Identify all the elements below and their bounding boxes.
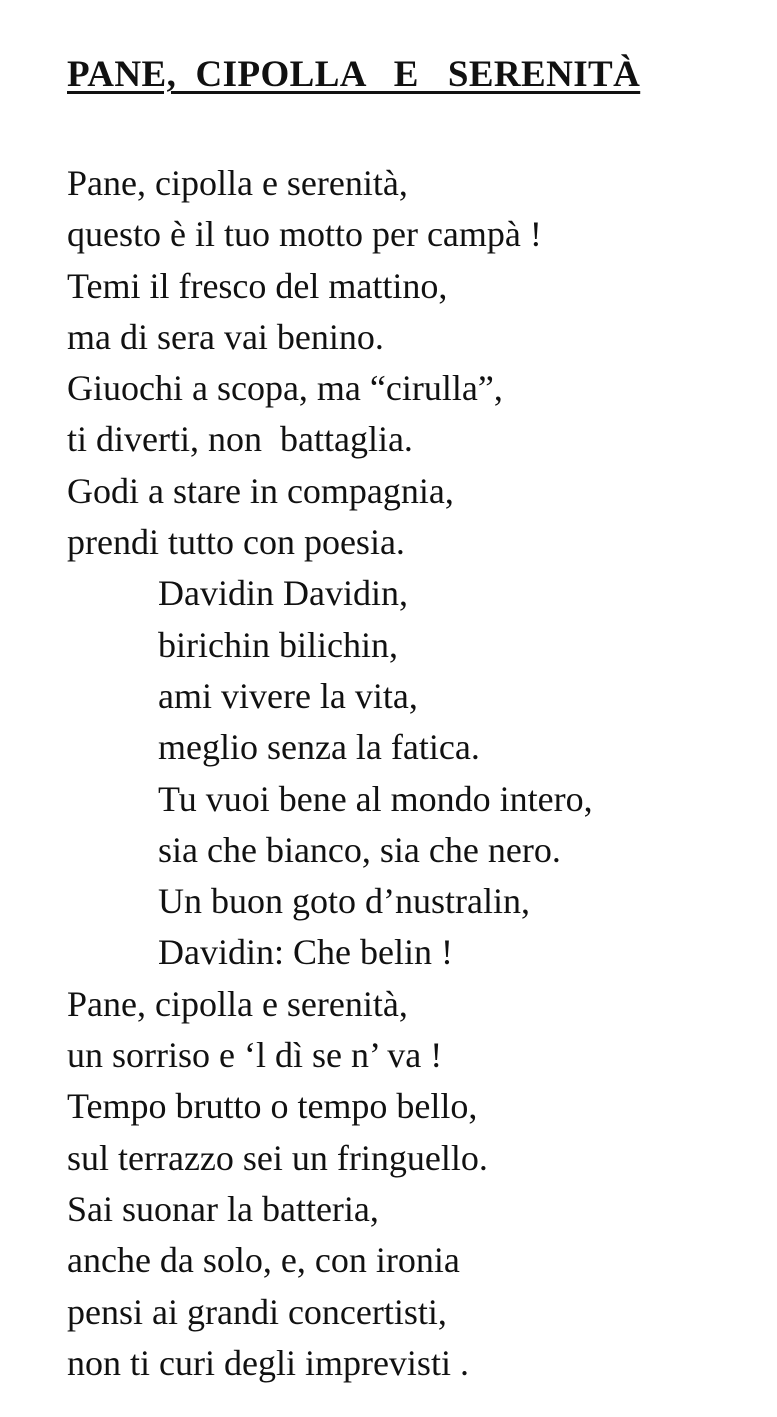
poem-body (67, 158, 593, 1389)
poem-line: sul terrazzo sei un fringuello. (67, 1137, 488, 1178)
refrain-line: birichin bilichin, (158, 624, 398, 665)
poem-line: prendi tutto con poesia. (67, 522, 405, 563)
poem-line: Temi il fresco del mattino, (67, 265, 448, 306)
poem-line: ma di sera vai benino. (67, 316, 384, 357)
refrain-line: meglio senza la fatica. (158, 727, 480, 768)
poem-line: Pane, cipolla e serenità, (67, 163, 408, 203)
poem-line: Godi a stare in compagnia, (67, 470, 454, 511)
poem-line: pensi ai grandi concertisti, (67, 1291, 447, 1332)
refrain-line: sia che bianco, sia che nero. (158, 829, 561, 870)
poem-line: Pane, cipolla e serenità, (67, 983, 408, 1024)
poem-line: questo è il tuo motto per campà ! (67, 214, 542, 255)
refrain-line: Davidin: Che belin ! (158, 932, 453, 973)
refrain-line: ami vivere la vita, (158, 675, 418, 716)
refrain-line: Tu vuoi bene al mondo intero, (158, 778, 593, 819)
poem-line: Sai suonar la batteria, (67, 1188, 379, 1229)
poem-line: anche da solo, e, con ironia (67, 1240, 460, 1281)
poem-line: ti diverti, non battaglia. (67, 419, 413, 460)
refrain-line: Davidin Davidin, (158, 573, 408, 614)
refrain-line: Un buon goto d’nustralin, (158, 881, 530, 922)
page-title: PANE, CIPOLLA E SERENITÀ (67, 54, 641, 95)
poem-line: un sorriso e ‘l dì se n’ va ! (67, 1035, 443, 1076)
poem-line: non ti curi degli imprevisti . (67, 1342, 469, 1383)
poem-line: Giuochi a scopa, ma “cirulla”, (67, 368, 503, 409)
poem-line: Tempo brutto o tempo bello, (67, 1086, 478, 1127)
